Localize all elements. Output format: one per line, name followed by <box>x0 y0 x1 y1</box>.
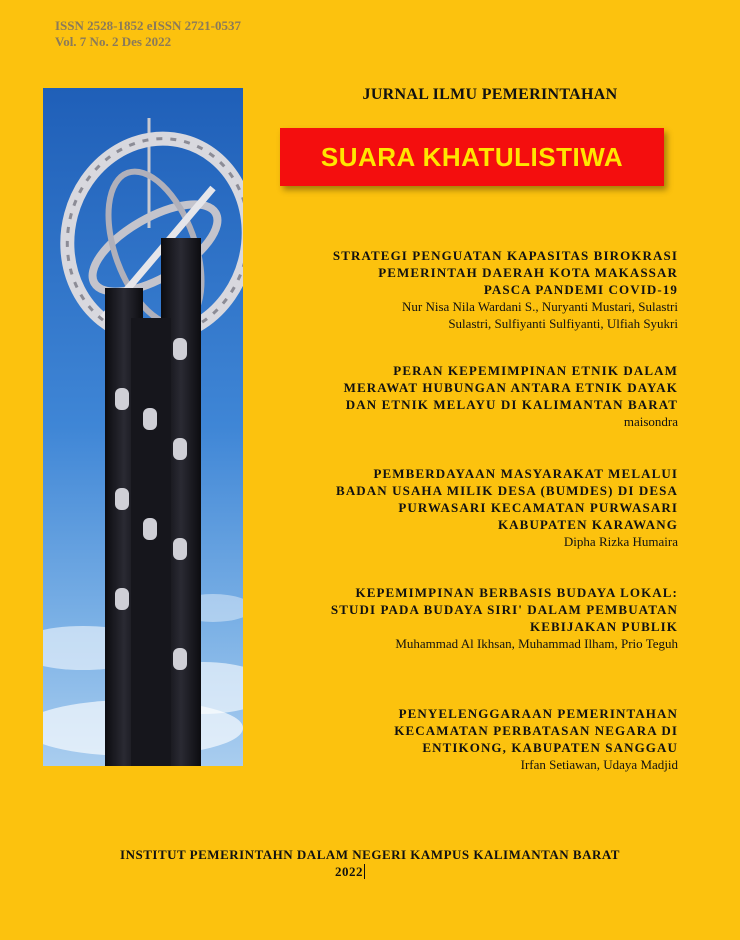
publication-year: 2022 <box>335 864 363 879</box>
banner-title: SUARA KHATULISTIWA <box>320 141 624 172</box>
article-title: KEPEMIMPINAN BERBASIS BUDAYA LOKAL: STUDI PADA BUDAYA SIRI' DALAM PEMBUATAN KEBIJAKAN PUBLIK <box>330 585 678 634</box>
article-authors: Dipha Rizka Humaira <box>563 534 678 549</box>
article-title: STRATEGI PENGUATAN KAPASITAS BIROKRASI PEMERINTAH DAERAH KOTA MAKASSAR PASCA PANDEMI COVID-19 <box>332 248 678 297</box>
article-authors: Muhammad Al Ikhsan, Muhammad Ilham, Prio Teguh <box>395 636 678 651</box>
article-title: PEMBERDAYAAN MASYARAKAT MELALUI BADAN USAHA MILIK DESA (BUMDES) DI DESA PURWASARI KECAMATAN PURWASARI KABUPATEN KARAWANG <box>336 466 678 532</box>
article-entry <box>258 705 678 773</box>
article-entry <box>258 584 678 652</box>
institution-name: INSTITUT PEMERINTAHN DALAM NEGERI KAMPUS KALIMANTAN BARAT <box>120 847 620 862</box>
article-authors: maisondra <box>623 414 678 429</box>
article-authors: Nur Nisa Nila Wardani S., Nuryanti Mustari, Sulastri Sulastri, Sulfiyanti Sulfiyanti, Ulfiah Syukri <box>401 299 678 331</box>
journal-identifiers <box>55 18 241 50</box>
issn-line: ISSN 2528-1852 eISSN 2721-0537 <box>55 18 241 33</box>
article-title: PENYELENGGARAAN PEMERINTAHAN KECAMATAN PERBATASAN NEGARA DI ENTIKONG, KABUPATEN SANGGAU <box>394 706 678 755</box>
article-entry <box>258 362 678 430</box>
cover-photo-equator-monument <box>43 88 243 766</box>
volume-line: Vol. 7 No. 2 Des 2022 <box>55 34 172 49</box>
publisher-footer <box>60 846 680 880</box>
article-authors: Irfan Setiawan, Udaya Madjid <box>520 757 678 772</box>
article-entry <box>258 247 678 332</box>
journal-title-banner <box>280 128 664 186</box>
article-title: PERAN KEPEMIMPINAN ETNIK DALAM MERAWAT HUBUNGAN ANTARA ETNIK DAYAK DAN ETNIK MELAYU DI KALIMANTAN BARAT <box>343 363 678 412</box>
article-entry <box>258 465 678 550</box>
journal-name: JURNAL ILMU PEMERINTAHAN <box>362 86 618 103</box>
